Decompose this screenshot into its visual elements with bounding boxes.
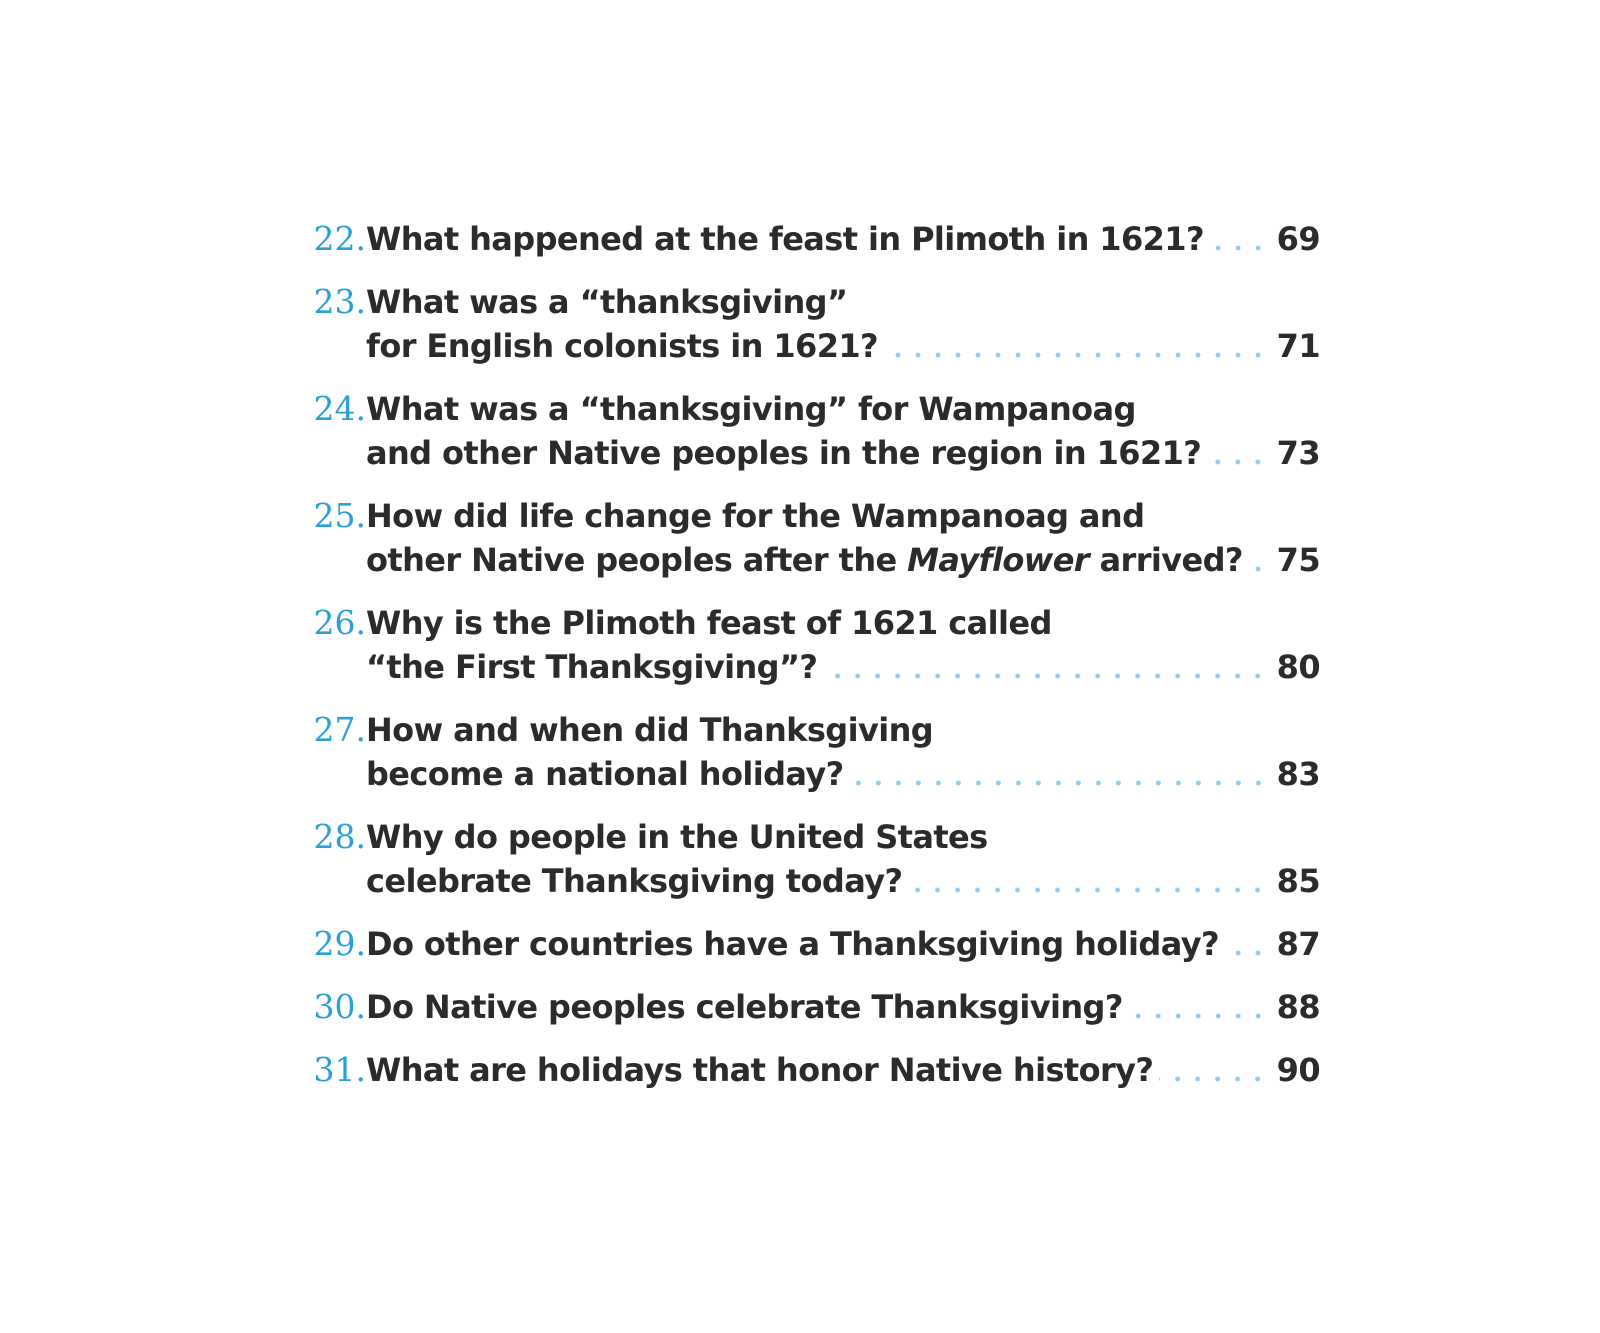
- entry-body: [366, 922, 1320, 966]
- entry-title-line: What was a “thanksgiving” for Wampanoag: [366, 390, 1136, 428]
- toc-entry-22[interactable]: [300, 217, 1320, 261]
- entry-last-line: [366, 1048, 1320, 1092]
- toc-entry-25[interactable]: [300, 494, 1320, 582]
- page-number: 69: [1276, 220, 1320, 258]
- entry-title: for English colonists in 1621?: [366, 327, 878, 365]
- entry-body: [366, 985, 1320, 1029]
- dot-leader: [1207, 459, 1268, 465]
- dot-leader: [850, 780, 1268, 786]
- entry-title: celebrate Thanksgiving today?: [366, 862, 903, 900]
- entry-last-line: [366, 538, 1320, 582]
- entry-title: become a national holiday?: [366, 755, 844, 793]
- dot-leader: [1210, 245, 1268, 251]
- toc-entry-23[interactable]: [300, 280, 1320, 368]
- page-number: 83: [1276, 755, 1320, 793]
- entry-title: Do other countries have a Thanksgiving holiday?: [366, 925, 1219, 963]
- dot-leader: [823, 673, 1268, 679]
- entry-number: 31.: [313, 1050, 366, 1089]
- dot-leader: [1249, 566, 1268, 572]
- toc-entry-24[interactable]: [300, 387, 1320, 475]
- dot-leader: [884, 352, 1268, 358]
- entry-title-line: How and when did Thanksgiving: [366, 711, 934, 749]
- entry-title: What happened at the feast in Plimoth in 1621?: [366, 220, 1204, 258]
- entry-title: other Native peoples after the Mayflower arrived?: [366, 541, 1243, 579]
- toc-entry-31[interactable]: [300, 1048, 1320, 1092]
- entry-body: [366, 708, 1320, 796]
- toc-entry-29[interactable]: [300, 922, 1320, 966]
- entry-number: 23.: [313, 282, 366, 321]
- ship-name: Mayflower: [907, 541, 1089, 579]
- toc-entry-26[interactable]: [300, 601, 1320, 689]
- entry-last-line: [366, 752, 1320, 796]
- entry-number: 28.: [313, 817, 366, 856]
- dot-leader: [1159, 1076, 1268, 1082]
- entry-last-line: [366, 922, 1320, 966]
- entry-last-line: [366, 431, 1320, 475]
- entry-number: 22.: [313, 219, 366, 258]
- entry-body: [366, 217, 1320, 261]
- page-number: 90: [1276, 1051, 1320, 1089]
- entry-body: [366, 601, 1320, 689]
- entry-title-line: How did life change for the Wampanoag and: [366, 497, 1145, 535]
- page-number: 87: [1276, 925, 1320, 963]
- entry-number: 30.: [313, 987, 366, 1026]
- entry-body: [366, 280, 1320, 368]
- entry-title-line: Why is the Plimoth feast of 1621 called: [366, 604, 1052, 642]
- entry-number: 27.: [313, 710, 366, 749]
- toc-entry-30[interactable]: [300, 985, 1320, 1029]
- page-number: 80: [1276, 648, 1320, 686]
- entry-body: [366, 494, 1320, 582]
- entry-body: [366, 387, 1320, 475]
- entry-last-line: [366, 859, 1320, 903]
- entry-title: Do Native peoples celebrate Thanksgiving?: [366, 988, 1123, 1026]
- entry-title: “the First Thanksgiving”?: [366, 648, 818, 686]
- toc-entry-27[interactable]: [300, 708, 1320, 796]
- entry-number: 26.: [313, 603, 366, 642]
- entry-number: 24.: [313, 389, 366, 428]
- entry-number: 29.: [313, 924, 366, 963]
- toc-entry-28[interactable]: [300, 815, 1320, 903]
- page-number: 85: [1276, 862, 1320, 900]
- entry-number: 25.: [313, 496, 366, 535]
- entry-last-line: [366, 645, 1320, 689]
- entry-title-line: Why do people in the United States: [366, 818, 988, 856]
- entry-last-line: [366, 217, 1320, 261]
- dot-leader: [908, 887, 1268, 893]
- entry-title: What are holidays that honor Native history?: [366, 1051, 1154, 1089]
- table-of-contents: [300, 217, 1320, 1111]
- page-number: 71: [1276, 327, 1320, 365]
- entry-body: [366, 1048, 1320, 1092]
- entry-body: [366, 815, 1320, 903]
- entry-title: and other Native peoples in the region in 1621?: [366, 434, 1202, 472]
- entry-last-line: [366, 985, 1320, 1029]
- page-number: 73: [1276, 434, 1320, 472]
- entry-title-line: What was a “thanksgiving”: [366, 283, 848, 321]
- entry-last-line: [366, 324, 1320, 368]
- page-number: 75: [1276, 541, 1320, 579]
- dot-leader: [1225, 950, 1268, 956]
- page-number: 88: [1276, 988, 1320, 1026]
- dot-leader: [1129, 1013, 1268, 1019]
